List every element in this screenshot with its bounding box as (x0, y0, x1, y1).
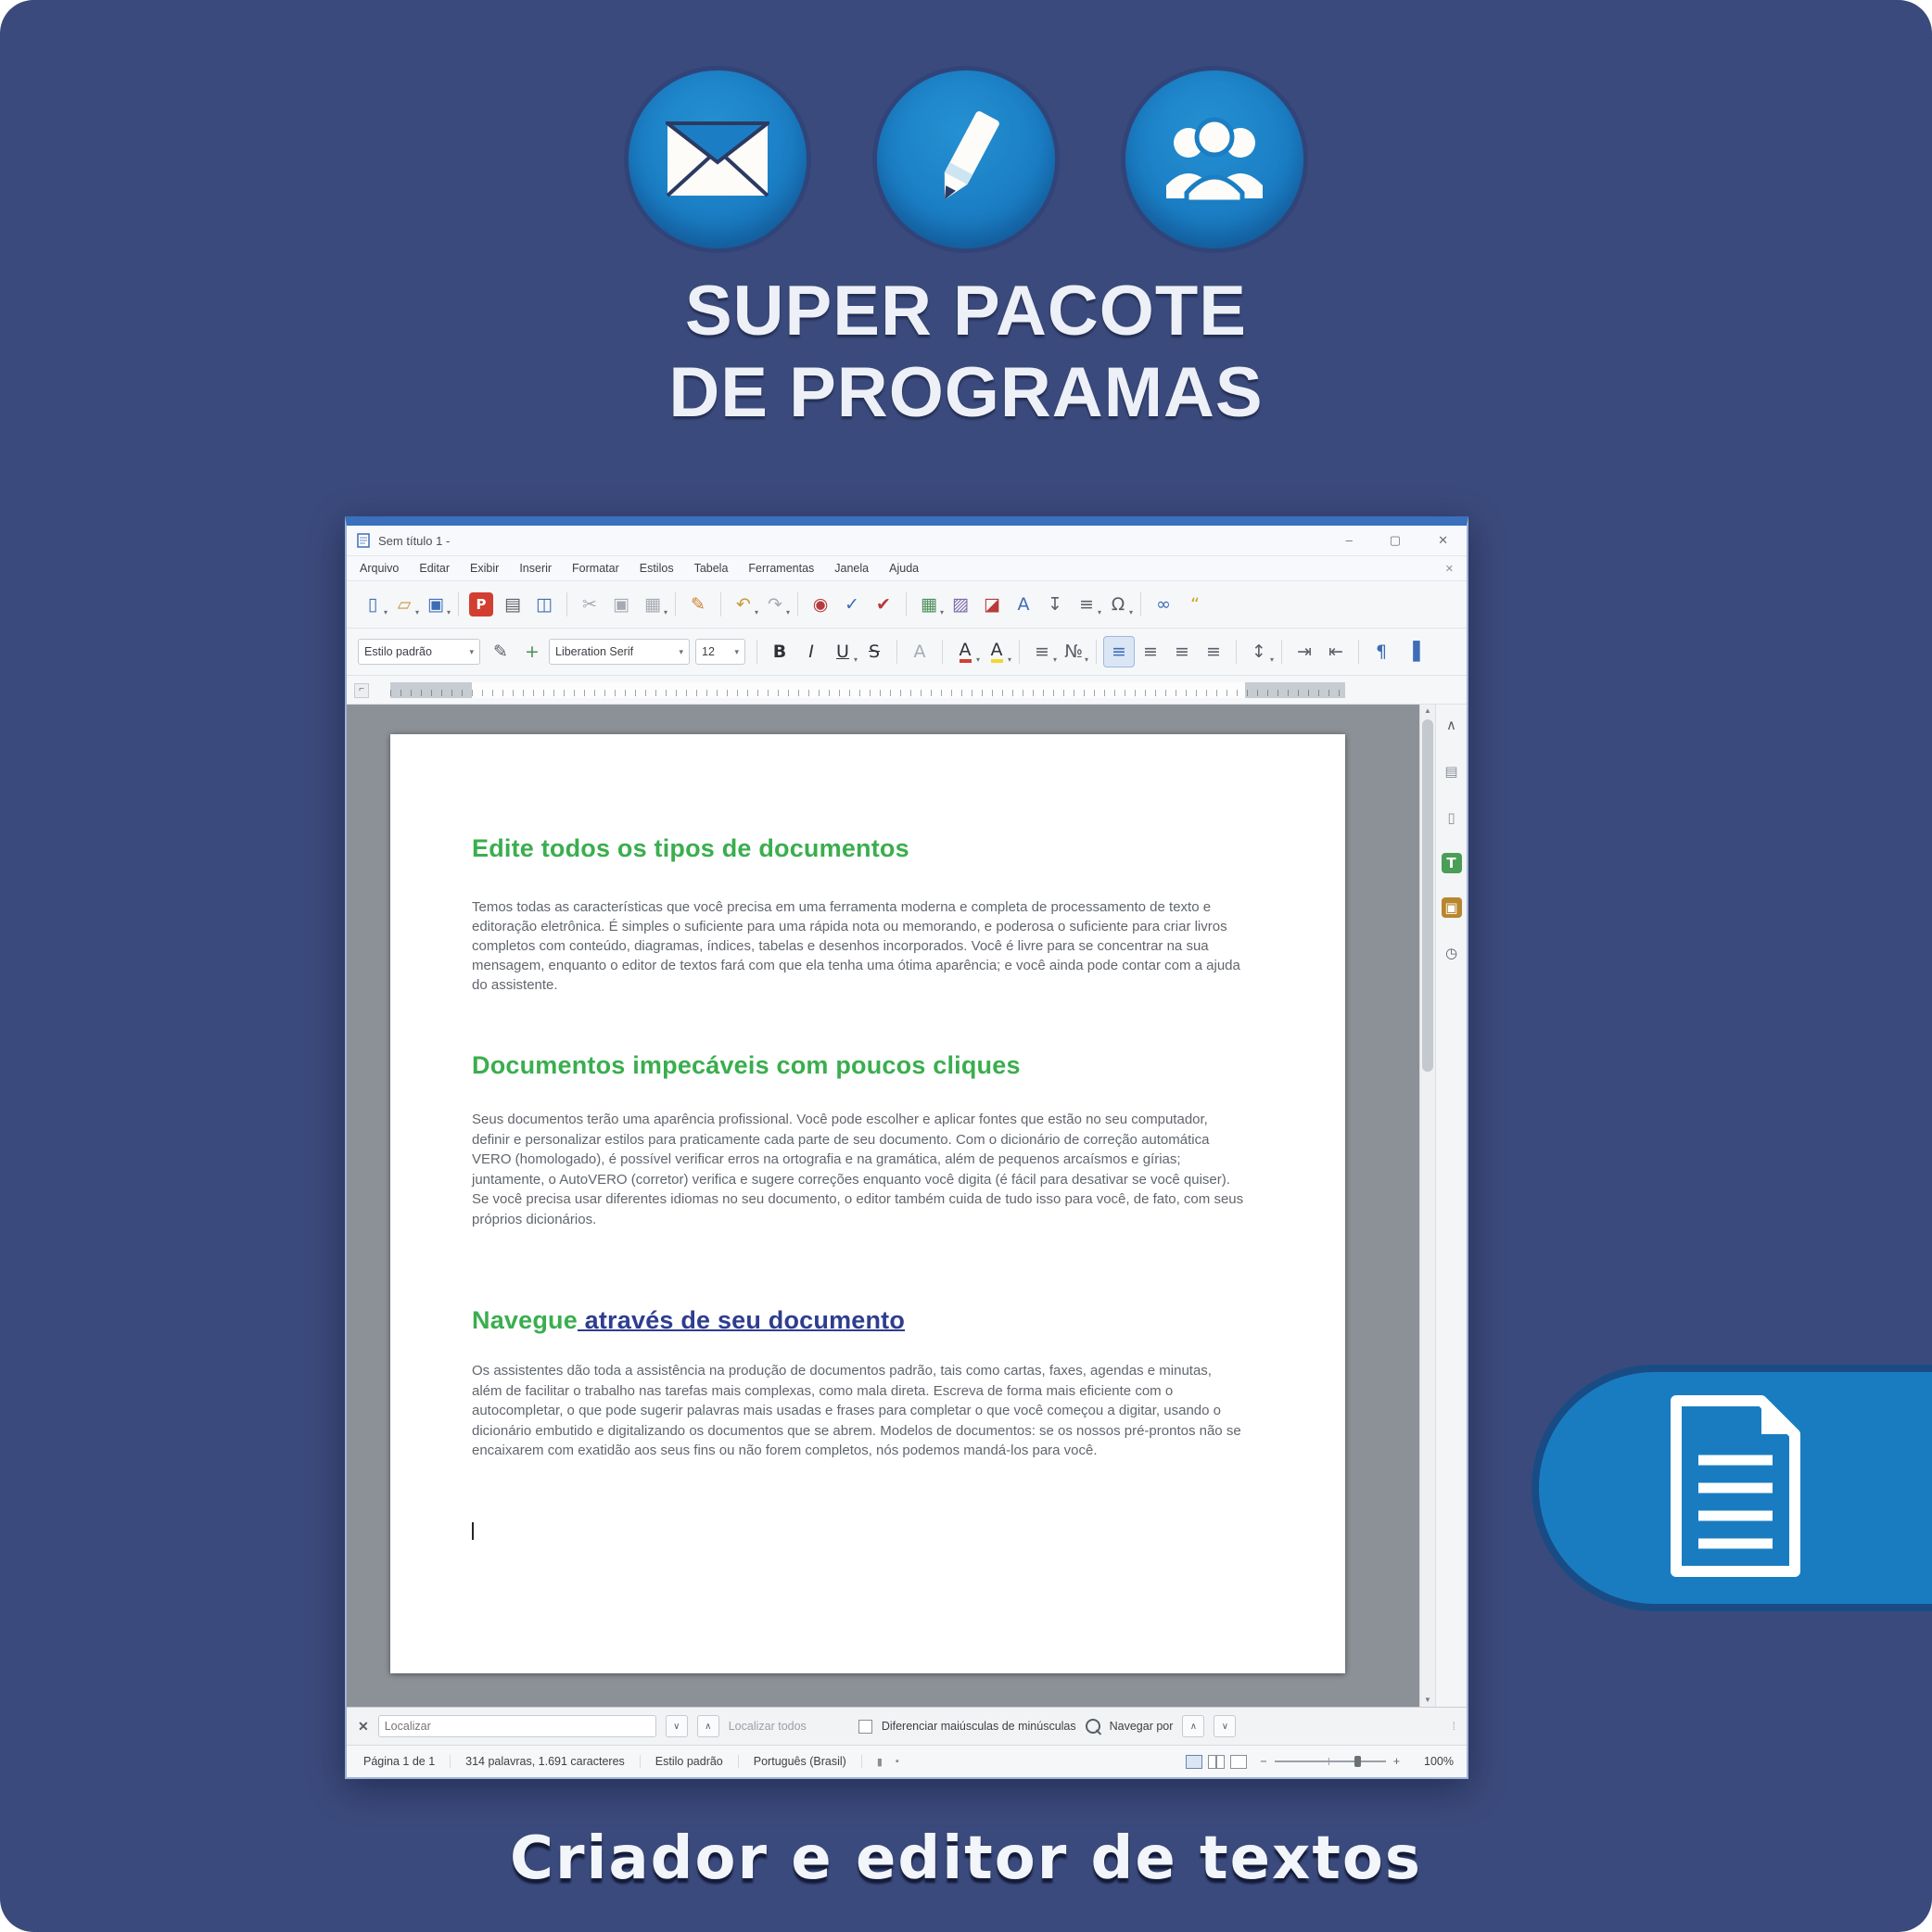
document-icon (1663, 1392, 1808, 1585)
undo-icon[interactable]: ↶ ▾ (736, 593, 758, 616)
paragraph-style-combo[interactable] (358, 639, 480, 665)
print-preview-icon[interactable]: ◫ (536, 593, 553, 615)
zoom-track[interactable] (1275, 1760, 1386, 1762)
status-page[interactable]: Página 1 de 1 (360, 1755, 451, 1768)
find-next-button[interactable]: ∨ (666, 1715, 688, 1737)
toolbar-grip-icon: ⁞ (1452, 1720, 1455, 1733)
align-right-icon[interactable]: ≡ (1175, 641, 1189, 662)
font-color-icon[interactable]: A ▾ (959, 639, 980, 664)
toolbar-separator (1236, 640, 1237, 664)
clear-formatting-icon[interactable]: A (913, 641, 926, 662)
doc-heading-3-green: Navegue (472, 1306, 578, 1334)
toolbar-separator (720, 592, 721, 616)
titlebar[interactable] (347, 526, 1467, 556)
decrease-indent-icon[interactable]: ⇤ (1328, 641, 1343, 662)
chevron-down-icon: ▾ (734, 646, 739, 656)
save-icon[interactable]: ▣ ▾ (427, 593, 451, 616)
zoom-slider (1260, 1755, 1400, 1768)
italic-icon[interactable]: I (808, 641, 814, 662)
numbering-icon[interactable]: № ▾ (1064, 641, 1088, 664)
navigate-by-label: Navegar por (1109, 1720, 1174, 1733)
toolbar-separator (675, 592, 676, 616)
match-case-checkbox[interactable] (858, 1720, 872, 1734)
zoom-in-icon[interactable]: + (1392, 1755, 1400, 1768)
poster-title (0, 271, 1932, 434)
doc-heading-1: Edite todos os tipos de documentos (472, 834, 909, 862)
toolbar-separator (1281, 640, 1282, 664)
status-page-style[interactable]: Estilo padrão (641, 1755, 739, 1768)
doc-paragraph-3: Os assistentes dão toda a assistência na produção de documentos padrão, tais como cartas, faxes, agendas e minutas, além de facilitar o trabalho nas tarefas mais complexas, como mala direta. Escreva de forma mais eficiente com o autocompletar, o que pode sugerir palavras mais usadas e frases para completar o que você começou a digitar, usando o dicionário embutido e digitalizando os documentos que se abrem. Modelos de documentos: se os nossos pré-prontos não se encaixarem com exatidão aos seus fins ou não forem completos, nós podemos mandá-los para você. (472, 1363, 1241, 1458)
formatting-toolbar (347, 629, 1467, 676)
doc-paragraph-2: Seus documentos terão uma aparência profissional. Você pode escolher e aplicar fontes que estão no seu computador, definir e personalizar estilos para praticamente cada parte de seu documento. Com o dicionário de correção automática VERO (homologado), é possível verificar erros na ortografia e na gramática, além de pequenos arcaísmos e gírias; juntamente, o AutoVERO (corretor) verifica e sugere correções enquanto você digita (é fácil para desativar se você quiser). Se você precisa usar diferentes idiomas no seu documento, o editor também cuida de tudo isso para você, de fato, com seus próprios dicionários. (472, 1112, 1244, 1227)
zoom-percentage[interactable]: 100% (1424, 1755, 1454, 1768)
align-center-icon[interactable]: ≡ (1143, 641, 1158, 662)
menu-item[interactable]: Editar (419, 562, 451, 575)
gallery-icon[interactable]: ▣ (1442, 897, 1462, 918)
window-controls (1346, 533, 1457, 548)
chevron-down-icon: ▾ (679, 646, 683, 656)
toolbar-separator (1096, 640, 1097, 664)
align-left-icon[interactable]: ≡ (1104, 637, 1134, 667)
maximize-button[interactable]: ▢ (1389, 533, 1402, 547)
text-cursor (472, 1522, 474, 1540)
zoom-notch (1328, 1758, 1329, 1765)
writer-window (345, 516, 1468, 1779)
toolbar-separator (1358, 640, 1359, 664)
justify-icon[interactable]: ≡ (1206, 641, 1221, 662)
menu-item[interactable]: Ferramentas (748, 562, 815, 575)
open-icon[interactable]: ▱ ▾ (397, 593, 419, 616)
document-modified-icon[interactable]: ▪ (895, 1755, 899, 1767)
vertical-scrollbar[interactable] (1419, 705, 1435, 1707)
insert-text-box-icon[interactable]: A (1017, 593, 1030, 615)
find-and-replace-icon[interactable]: ◉ (812, 593, 829, 615)
mail-app-circle (629, 70, 807, 248)
standard-toolbar (347, 581, 1467, 629)
pencil-icon (920, 108, 1012, 210)
toolbar-separator (906, 592, 907, 616)
menu-item[interactable]: Janela (834, 562, 870, 575)
sidebar-tab-strip (1435, 705, 1467, 1707)
copy-icon[interactable]: ▣ (613, 593, 629, 615)
scroll-up-icon[interactable]: ▲ (1424, 706, 1431, 715)
find-toolbar (347, 1707, 1467, 1745)
find-previous-button[interactable]: ∧ (697, 1715, 719, 1737)
zoom-thumb[interactable] (1354, 1756, 1361, 1767)
book-view-icon[interactable] (1230, 1755, 1247, 1769)
match-case-label: Diferenciar maiúsculas de minúsculas (881, 1720, 1076, 1733)
horizontal-ruler[interactable] (347, 676, 1467, 705)
font-name-combo[interactable] (549, 639, 690, 665)
toolbar-separator (756, 640, 757, 664)
poster-caption: Criador e editor de textos (510, 1824, 1422, 1893)
people-icon (1159, 113, 1270, 206)
scroll-down-icon[interactable]: ▼ (1424, 1696, 1431, 1704)
zoom-out-icon[interactable]: − (1260, 1755, 1267, 1768)
paste-icon[interactable]: ▦ ▾ (644, 593, 667, 616)
insert-comment-icon[interactable]: “ (1190, 593, 1200, 615)
menu-item[interactable]: Inserir (519, 562, 553, 575)
properties-icon[interactable]: ▤ (1444, 762, 1458, 780)
spelling-icon[interactable]: ✓ (845, 593, 859, 615)
sidebar-collapse-icon[interactable]: ∧ (1446, 716, 1456, 733)
editor-app-circle (877, 70, 1055, 248)
clone-formatting-icon[interactable]: ✎ (691, 593, 705, 615)
text-document-pill (1532, 1365, 1932, 1611)
strikethrough-icon[interactable]: S (868, 641, 881, 662)
app-icon-row (629, 70, 1303, 248)
toolbar-separator (896, 640, 897, 664)
collaboration-app-circle (1125, 70, 1303, 248)
doc-heading-3-link[interactable]: através de seu documento (577, 1306, 906, 1334)
menu-item[interactable]: Formatar (572, 562, 619, 575)
insert-page-break-icon[interactable]: ↧ (1048, 593, 1062, 615)
redo-icon[interactable]: ↷ ▾ (768, 593, 790, 616)
navigate-up-button[interactable]: ∧ (1182, 1715, 1204, 1737)
find-all-label[interactable]: Localizar todos (728, 1720, 807, 1733)
menu-item[interactable]: Ajuda (889, 562, 920, 575)
find-close-icon[interactable]: ✕ (358, 1718, 369, 1734)
poster-title-line1: SUPER PACOTE (684, 272, 1247, 350)
insert-image-icon[interactable]: ▨ (952, 593, 969, 615)
doc-paragraph-1: Temos todas as características que você precisa em uma ferramenta moderna e completa de processamento de texto e editoração eletrônica. É simples o suficiente para uma rápida nota ou memorando, e poderosa o suficiente para criar livros completos com conteúdo, diagramas, índices, tabelas e desenhos incorporados. Você é livre para se concentrar na sua mensagem, enquanto o editor de textos fará com que ela tenha uma ótima aparência; e você ainda pode contar com a ajuda do assistente. (472, 899, 1240, 993)
cut-icon[interactable]: ✂ (582, 593, 597, 615)
toolbar-separator (1019, 640, 1020, 664)
line-spacing-icon[interactable]: ↕ ▾ (1252, 641, 1274, 664)
mail-icon (666, 120, 769, 199)
search-icon[interactable] (1086, 1719, 1100, 1734)
increase-indent-icon[interactable]: ⇥ (1297, 641, 1312, 662)
writer-document-icon (356, 533, 371, 548)
toolbar-separator (458, 592, 459, 616)
status-right (1186, 1755, 1454, 1769)
doc-heading-3 (472, 1304, 1245, 1336)
window-title: Sem título 1 - (378, 533, 451, 548)
doc-heading-2: Documentos impecáveis com poucos cliques (472, 1051, 1021, 1079)
chevron-down-icon: ▾ (469, 646, 474, 656)
toolbar-separator (566, 592, 567, 616)
document-page[interactable] (390, 734, 1345, 1673)
tab-stop-selector[interactable]: ⌐ (354, 683, 369, 698)
menubar (347, 556, 1467, 581)
document-close-icon[interactable]: ✕ (1444, 563, 1454, 575)
auto-spellcheck-icon[interactable]: ✔ (876, 593, 891, 615)
bold-icon[interactable]: B (772, 641, 787, 662)
toolbar-separator (1140, 592, 1141, 616)
insert-hyperlink-icon[interactable]: ∞ (1156, 593, 1171, 615)
font-size-value: 12 (702, 645, 715, 658)
highlight-color-icon[interactable]: A ▾ (990, 639, 1011, 664)
document-area (347, 705, 1467, 1707)
close-button[interactable]: ✕ (1438, 533, 1448, 547)
status-word-count[interactable]: 314 palavras, 1.691 caracteres (451, 1755, 641, 1768)
paragraph-style-value: Estilo padrão (364, 645, 432, 658)
insert-chart-icon[interactable]: ◪ (984, 593, 1000, 615)
scrollbar-thumb[interactable] (1422, 719, 1433, 1072)
ruler-bar (390, 682, 1345, 698)
menu-item[interactable]: Estilos (639, 562, 674, 575)
find-input[interactable] (378, 1715, 656, 1737)
export-pdf-icon[interactable]: P (469, 592, 493, 616)
poster-title-line2: DE PROGRAMAS (668, 353, 1264, 432)
update-style-icon[interactable]: ✎ (493, 641, 508, 662)
status-bar (347, 1745, 1467, 1777)
underline-icon[interactable]: U ▾ (836, 641, 858, 664)
insert-field-icon[interactable]: ≡ ▾ (1079, 593, 1101, 616)
insert-special-character-icon[interactable]: Ω ▾ (1111, 593, 1133, 616)
view-layout-buttons (1186, 1755, 1247, 1769)
font-size-combo[interactable] (695, 639, 745, 665)
status-icons (862, 1756, 914, 1768)
insert-table-icon[interactable]: ▦ ▾ (921, 593, 944, 616)
status-language[interactable]: Português (Brasil) (739, 1755, 862, 1768)
toolbar-separator (797, 592, 798, 616)
navigator-icon[interactable]: ◷ (1444, 944, 1458, 961)
multi-page-view-icon[interactable] (1208, 1755, 1225, 1769)
navigate-down-button[interactable]: ∨ (1214, 1715, 1236, 1737)
menu-item[interactable]: Exibir (470, 562, 500, 575)
menu-item[interactable]: Arquivo (360, 562, 400, 575)
page-icon[interactable]: ▯ (1447, 808, 1455, 826)
font-name-value: Liberation Serif (555, 645, 634, 658)
ruler-ticks (390, 690, 1345, 696)
print-icon[interactable]: ▤ (504, 593, 521, 615)
single-page-view-icon[interactable] (1186, 1755, 1202, 1769)
minimize-button[interactable]: – (1345, 533, 1353, 547)
toolbar-separator (942, 640, 943, 664)
formatting-marks-icon[interactable]: ¶ (1375, 641, 1388, 662)
sidebar-toggle-icon[interactable]: ▐ (1405, 641, 1420, 662)
bullets-icon[interactable]: ≡ ▾ (1035, 641, 1057, 664)
styles-icon[interactable]: T (1442, 853, 1462, 873)
new-style-icon[interactable]: + (525, 641, 540, 662)
selection-mode-icon[interactable]: ▮ (876, 1756, 883, 1768)
menu-item[interactable]: Tabela (693, 562, 729, 575)
new-document-icon[interactable]: ▯ ▾ (367, 593, 388, 616)
